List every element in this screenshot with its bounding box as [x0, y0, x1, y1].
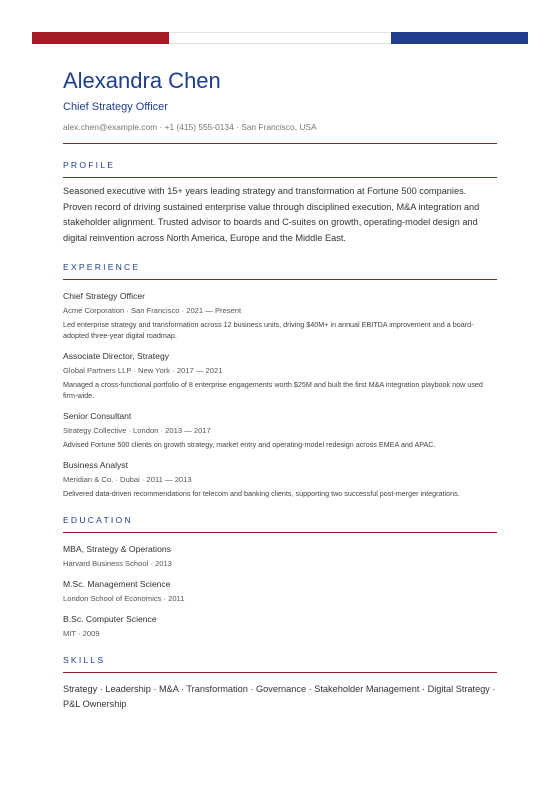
section-divider	[63, 279, 497, 280]
education-item	[63, 613, 497, 639]
header-divider	[63, 143, 497, 144]
candidate-role: Chief Strategy Officer	[63, 101, 168, 113]
accent-bar-blue	[391, 32, 528, 44]
section-divider	[63, 177, 497, 178]
job-meta: Strategy Collective · London · 2013 — 2017	[63, 426, 211, 435]
job-title: Chief Strategy Officer	[63, 291, 145, 301]
job-title: Associate Director, Strategy	[63, 351, 170, 361]
job-title: Senior Consultant	[63, 411, 132, 421]
degree: MBA, Strategy & Operations	[63, 544, 171, 554]
school: MIT · 2009	[63, 629, 100, 638]
section-divider	[63, 672, 497, 673]
section-title-experience: EXPERIENCE	[63, 262, 141, 272]
section-divider	[63, 532, 497, 533]
education-list	[63, 543, 497, 639]
experience-item	[63, 459, 497, 499]
education-item	[63, 543, 497, 569]
experience-item	[63, 410, 497, 450]
job-meta: Meridian & Co. · Dubai · 2011 — 2013	[63, 475, 192, 484]
school: Harvard Business School · 2013	[63, 559, 172, 568]
job-title: Business Analyst	[63, 460, 128, 470]
education-item	[63, 578, 497, 604]
section-title-skills: SKILLS	[63, 655, 106, 665]
section-title-education: EDUCATION	[63, 515, 133, 525]
experience-list	[63, 290, 497, 499]
resume-content	[63, 66, 497, 712]
job-description: Delivered data-driven recommendations for telecom and banking clients, supporting two successful post-merger integrations.	[63, 489, 460, 498]
experience-item	[63, 290, 497, 341]
job-meta: Global Partners LLP · New York · 2017 — 2021	[63, 366, 223, 375]
experience-item	[63, 350, 497, 401]
degree: B.Sc. Computer Science	[63, 614, 157, 624]
section-title-profile: PROFILE	[63, 160, 116, 170]
job-description: Led enterprise strategy and transformation across 12 business units, driving $40M+ in annual EBITDA improvement and a board-adopted three-year digital roadmap.	[63, 320, 474, 340]
contact-line: alex.chen@example.com · +1 (415) 555-0134 · San Francisco, USA	[63, 122, 317, 132]
candidate-name: Alexandra Chen	[63, 68, 221, 93]
skills-list: Strategy · Leadership · M&A · Transformation · Governance · Stakeholder Management · Digital Strategy · P&L Ownership	[63, 684, 496, 709]
job-meta: Acme Corporation · San Francisco · 2021 — Present	[63, 306, 242, 315]
job-description: Advised Fortune 500 clients on growth strategy, market entry and operating-model redesign across EMEA and APAC.	[63, 440, 436, 449]
school: London School of Economics · 2011	[63, 594, 185, 603]
top-accent-bar	[32, 32, 528, 44]
profile-summary: Seasoned executive with 15+ years leading strategy and transformation at Fortune 500 companies. Proven record of driving sustained enterprise value through disciplined execution, M&A integration and stakeholder alignment. Trusted advisor to boards and C-suites on growth, operating-model design and digital reinvention across North America, Europe and the Middle East.	[63, 186, 480, 243]
degree: M.Sc. Management Science	[63, 579, 171, 589]
accent-bar-white	[169, 32, 391, 44]
accent-bar-red	[32, 32, 169, 44]
job-description: Managed a cross-functional portfolio of 8 enterprise engagements worth $25M and built the first M&A integration playbook now used firm-wide.	[63, 380, 483, 400]
